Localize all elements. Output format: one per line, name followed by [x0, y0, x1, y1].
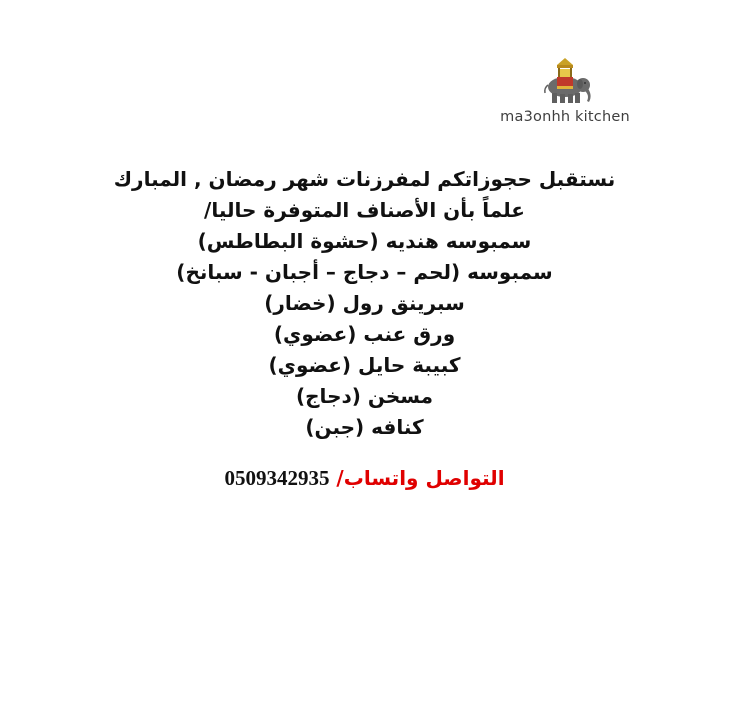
menu-item: مسخن (دجاج)	[296, 384, 433, 408]
menu-list	[0, 164, 729, 443]
menu-item: سبرينق رول (خضار)	[264, 291, 465, 315]
menu-line-intro: نستقبل حجوزاتكم لمفرزنات شهر رمضان , المبارك	[113, 167, 616, 191]
brand-logo	[500, 55, 630, 125]
contact-phone[interactable]: 0509342935	[224, 466, 330, 490]
menu-item: سمبوسه (لحم – دجاج – أجبان - سبانخ)	[176, 260, 553, 284]
brand-name: ma3onhh kitchen	[500, 109, 630, 125]
menu-item: كبيبة حايل (عضوي)	[268, 353, 461, 377]
elephant-icon	[533, 55, 597, 105]
contact-line	[0, 466, 729, 491]
menu-item: كنافه (جبن)	[305, 415, 424, 439]
menu-item: ورق عنب (عضوي)	[273, 322, 456, 346]
contact-label: التواصل واتساب/	[336, 466, 505, 490]
menu-line-note: علماً بأن الأصناف المتوفرة حاليا/	[204, 198, 525, 222]
menu-item: سمبوسه هنديه (حشوة البطاطس)	[197, 229, 532, 253]
